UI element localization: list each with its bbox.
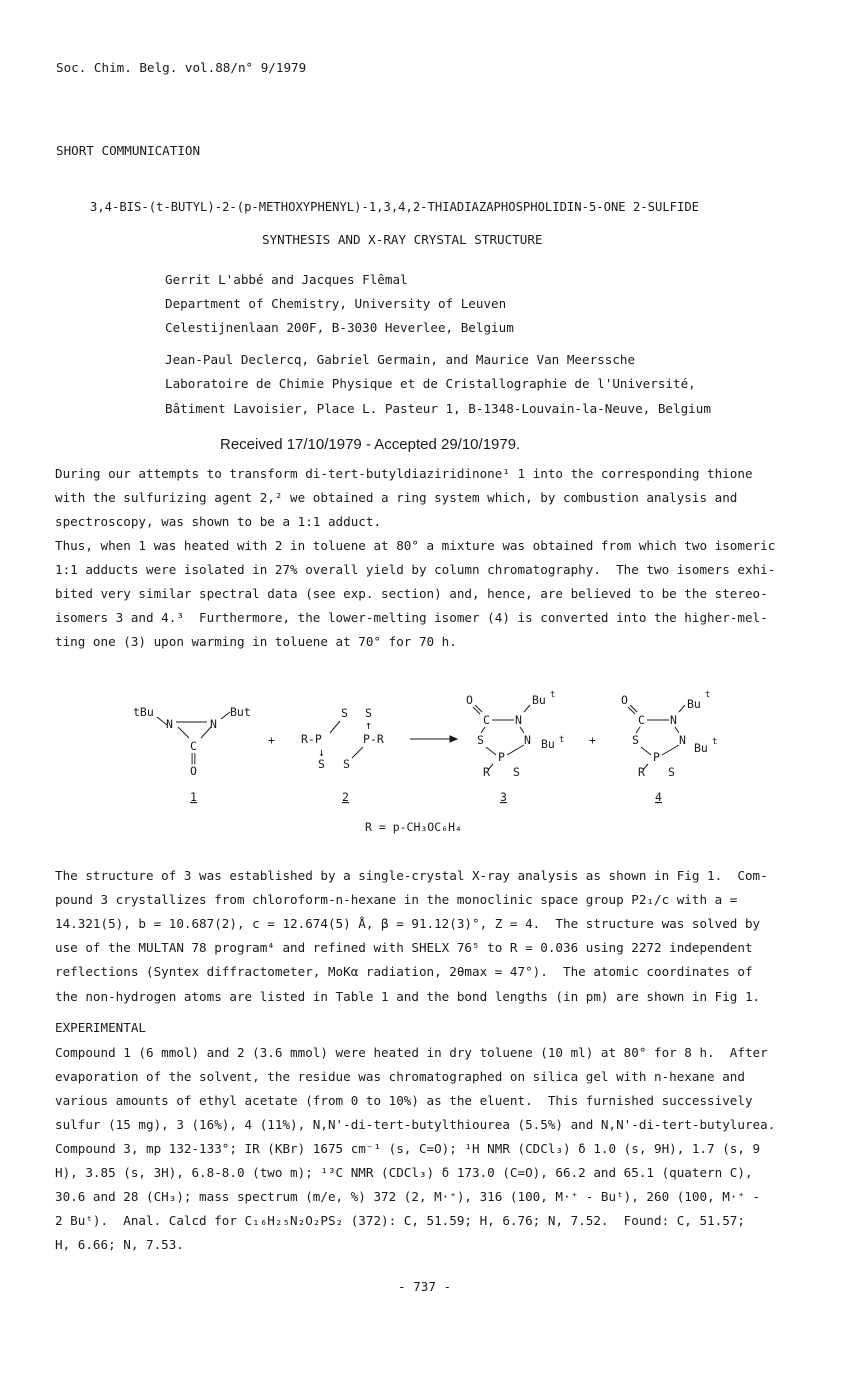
compound-1-n2: N <box>210 717 217 731</box>
compound-4-n1: N <box>670 713 677 727</box>
compound-3-t1: t <box>550 690 556 700</box>
author-names-2: Jean-Paul Declercq, Gabriel Germain, and Maurice Van Meerssche <box>165 352 636 367</box>
compound-2-right: P-R <box>363 732 384 746</box>
author-names-1: Gerrit L'abbé and Jacques Flêmal <box>165 272 408 287</box>
experimental-line-2: evaporation of the solvent, the residue was chromatographed on silica gel with n-hexane and <box>55 1069 745 1084</box>
plus-2: + <box>589 733 596 747</box>
r-definition: R = p-CH₃OC₆H₄ <box>365 820 462 834</box>
compound-3-n2: N <box>524 733 531 747</box>
compound-3-t2: t <box>559 735 565 745</box>
experimental-line-9: H, 6.66; N, 7.53. <box>55 1237 184 1252</box>
author-affiliation-1b: Celestijnenlaan 200F, B-3030 Heverlee, Belgium <box>165 320 514 335</box>
compound-2 <box>330 721 363 758</box>
compound-3-bu2: Bu <box>541 737 555 751</box>
intro-line-6: bited very similar spectral data (see exp. section) and, hence, are believed to be the stereo- <box>55 586 768 601</box>
compound-2-s1: S <box>341 706 348 720</box>
compound-3-o: O <box>466 693 473 707</box>
compound-4-p: P <box>653 750 660 764</box>
plus-1: + <box>268 733 275 747</box>
compound-2-left: R-P <box>301 732 322 746</box>
compound-3-s: S <box>477 733 484 747</box>
experimental-line-7: 30.6 and 28 (CH₃); mass spectrum (m/e, %) 372 (2, M·⁺), 316 (100, M·⁺ - Buᵗ), 260 (100, M·⁺ - <box>55 1189 761 1204</box>
intro-line-3: spectroscopy, was shown to be a 1:1 adduct. <box>55 514 382 529</box>
structure-line-1: The structure of 3 was established by a single-crystal X-ray analysis as shown in Fig 1. Com- <box>55 868 768 883</box>
compound-3-p: P <box>498 750 505 764</box>
structure-line-4: use of the MULTAN 78 program⁴ and refined with SHELX 76⁵ to R = 0.036 using 2272 independent <box>55 940 753 955</box>
compound-2-up-arrow: ↑ <box>365 718 372 732</box>
author-affiliation-2a: Laboratoire de Chimie Physique et de Cristallographie de l'Université, <box>165 376 696 391</box>
intro-line-5: 1:1 adducts were isolated in 27% overall yield by column chromatography. The two isomers exhi- <box>55 562 776 577</box>
structure-line-5: reflections (Syntex diffractometer, MoKα radiation, 2θmax = 47°). The atomic coordinates of <box>55 964 753 979</box>
compound-3-bu1: Bu <box>532 693 546 707</box>
experimental-line-6: H), 3.85 (s, 3H), 6.8-8.0 (two m); ¹³C NMR (CDCl₃) δ 173.0 (C=O), 66.2 and 65.1 (quatern C), <box>55 1165 753 1180</box>
compound-2-label: 2 <box>342 790 349 804</box>
compound-4-t2: t <box>712 737 718 747</box>
structure-line-2: pound 3 crystallizes from chloroform-n-hexane in the monoclinic space group P2₁/c with a = <box>55 892 738 907</box>
reaction-arrow <box>410 736 457 742</box>
section-label: SHORT COMMUNICATION <box>56 143 201 158</box>
compound-3-n1: N <box>515 713 522 727</box>
author-affiliation-1a: Department of Chemistry, University of Leuven <box>165 296 507 311</box>
compound-1-o: O <box>190 764 197 778</box>
compound-1-label: 1 <box>190 790 197 804</box>
compound-3-c: C <box>483 713 490 727</box>
compound-2-s3: S <box>318 757 325 771</box>
title-line-1: 3,4-BIS-(t-BUTYL)-2-(p-METHOXYPHENYL)-1,3,4,2-THIADIAZAPHOSPHOLIDIN-5-ONE 2-SULFIDE <box>90 200 700 214</box>
intro-line-1: During our attempts to transform di-tert-butyldiaziridinone¹ 1 into the corresponding thione <box>55 466 753 481</box>
compound-4-bu1: Bu <box>687 697 701 711</box>
compound-1-tbu: tBu <box>133 705 154 719</box>
compound-4-label: 4 <box>655 790 662 804</box>
compound-3-r: R <box>483 765 490 779</box>
intro-line-7: isomers 3 and 4.³ Furthermore, the lower-melting isomer (4) is converted into the higher-mel- <box>55 610 768 625</box>
page-number: - 737 - <box>398 1279 452 1294</box>
compound-4-o: O <box>621 693 628 707</box>
compound-4-bu2: Bu <box>694 741 708 755</box>
received-stamp: Received 17/10/1979 - Accepted 29/10/1979. <box>220 436 521 453</box>
compound-1-n1: N <box>166 717 173 731</box>
compound-1-double-bond: ‖ <box>190 751 197 765</box>
compound-4-r: R <box>638 765 645 779</box>
compound-3-label: 3 <box>500 790 507 804</box>
compound-4-c: C <box>638 713 645 727</box>
compound-4-s-exo: S <box>668 765 675 779</box>
structure-line-3: 14.321(5), b = 10.687(2), c = 12.674(5) Å, β = 91.12(3)°, Z = 4. The structure was solved by <box>55 916 761 931</box>
experimental-line-8: 2 Buᵗ). Anal. Calcd for C₁₆H₂₅N₂O₂PS₂ (372): C, 51.59; H, 6.76; N, 7.52. Found: C, 51.57; <box>55 1213 745 1228</box>
reaction-scheme <box>0 676 858 856</box>
experimental-line-3: various amounts of ethyl acetate (from 0 to 10%) as the eluent. This furnished successively <box>55 1093 753 1108</box>
compound-2-s4: S <box>343 757 350 771</box>
intro-line-8: ting one (3) upon warming in toluene at 70° for 70 h. <box>55 634 457 649</box>
compound-3-s-exo: S <box>513 765 520 779</box>
intro-line-4: Thus, when 1 was heated with 2 in toluene at 80° a mixture was obtained from which two isomeric <box>55 538 776 553</box>
journal-header: Soc. Chim. Belg. vol.88/n° 9/1979 <box>56 60 307 75</box>
experimental-line-5: Compound 3, mp 132-133°; IR (KBr) 1675 cm⁻¹ (s, C=O); ¹H NMR (CDCl₃) δ 1.0 (s, 9H), 1.7 (s, 9 <box>55 1141 761 1156</box>
title-line-2: SYNTHESIS AND X-RAY CRYSTAL STRUCTURE <box>262 232 543 247</box>
compound-1-but: But <box>230 705 251 719</box>
structure-line-6: the non-hydrogen atoms are listed in Table 1 and the bond lengths (in pm) are shown in Fig 1. <box>55 989 761 1004</box>
experimental-line-1: Compound 1 (6 mmol) and 2 (3.6 mmol) were heated in dry toluene (10 ml) at 80° for 8 h. After <box>55 1045 768 1060</box>
compound-2-s2: S <box>365 706 372 720</box>
intro-line-2: with the sulfurizing agent 2,² we obtained a ring system which, by combustion analysis and <box>55 490 738 505</box>
experimental-heading: EXPERIMENTAL <box>55 1020 146 1035</box>
compound-4-t1: t <box>705 690 711 700</box>
compound-1-c: C <box>190 739 197 753</box>
compound-2-down-arrow: ↓ <box>318 745 325 759</box>
experimental-line-4: sulfur (15 mg), 3 (16%), 4 (11%), N,N'-di-tert-butylthiourea (5.5%) and N,N'-di-tert-butylurea. <box>55 1117 776 1132</box>
compound-4-n2: N <box>679 733 686 747</box>
author-affiliation-2b: Bâtiment Lavoisier, Place L. Pasteur 1, B-1348-Louvain-la-Neuve, Belgium <box>165 401 711 416</box>
compound-4-s: S <box>632 733 639 747</box>
